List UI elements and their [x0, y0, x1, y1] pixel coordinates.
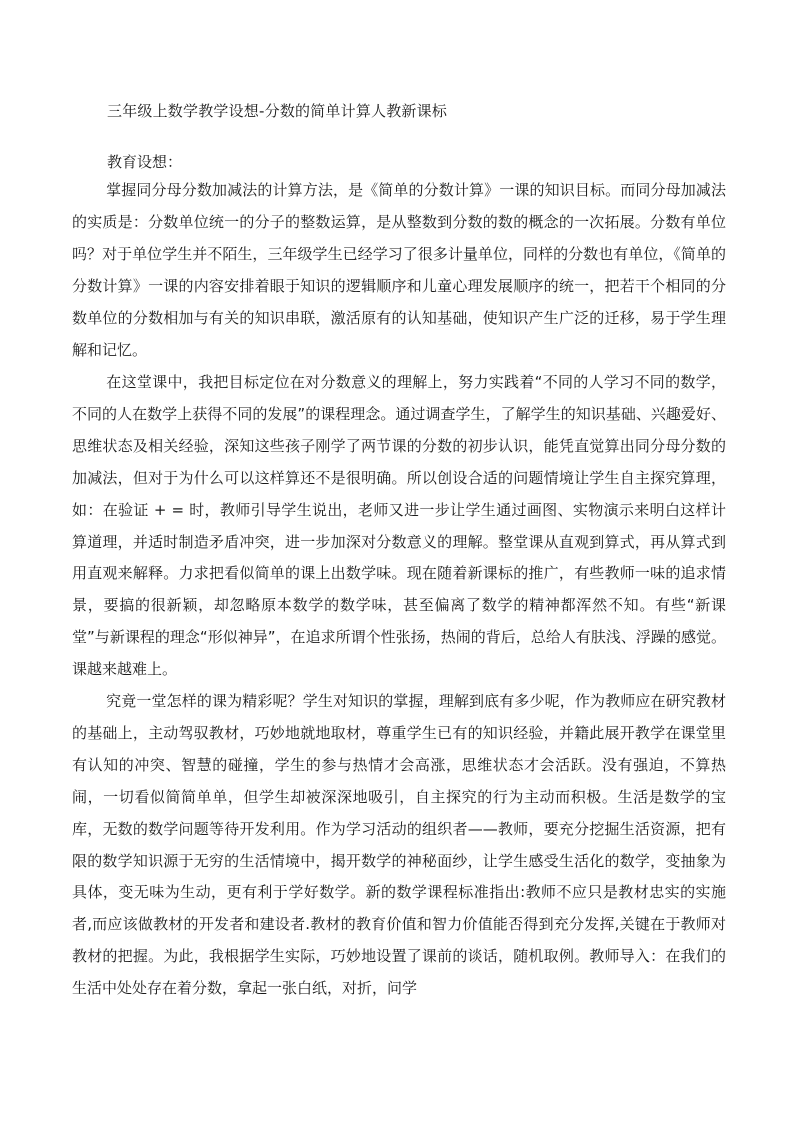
paragraph-3: [72, 686, 726, 1005]
paragraph-2: [72, 367, 726, 686]
document-title: 三年级上数学教学设想-分数的简单计算人教新课标: [107, 102, 448, 120]
paragraph-1: [72, 175, 726, 366]
paragraph-1-text: 掌握同分母分数加减法的计算方法，是《简单的分数计算》一课的知识目标。而同分母加减法的实质是：分数单位统一的分子的整数运算，是从整数到分数的数的概念的一次拓展。分数有单位吗？对于单位学生并不陌生，三年级学生已经学习了很多计量单位，同样的分数也有单位，《简单的分数计算》一课的内容安排着眼于知识的逻辑顺序和儿童心理发展顺序的统一，把若干个相同的分数单位的分数相加与有关的知识串联，激活原有的认知基础，使知识产生广泛的迁移，易于学生理解和记忆。: [72, 181, 726, 359]
section-heading: 教育设想：: [107, 153, 183, 171]
paragraph-3-text: 究竟一堂怎样的课为精彩呢？学生对知识的掌握，理解到底有多少呢，作为教师应在研究教材的基础上，主动驾驭教材，巧妙地就地取材，尊重学生已有的知识经验，并籍此展开教学在课堂里有认知的冲突、智慧的碰撞，学生的参与热情才会高涨，思维状态才会活跃。没有强迫，不算热闹，一切看似简简单单，但学生却被深深地吸引，自主探究的行为主动而积极。生活是数学的宝库，无数的数学问题等待开发利用。作为学习活动的组织者——教师，要充分挖掘生活资源，把有限的数学知识源于无穷的生活情境中，揭开数学的神秘面纱，让学生感受生活化的数学，变抽象为具体，变无味为生动，更有利于学好数学。新的数学课程标准指出:教师不应只是教材忠实的实施者,而应该做教材的开发者和建设者.教材的教育价值和智力价值能否得到充分发挥,关键在于教师对教材的把握。为此，我根据学生实际，巧妙地设置了课前的谈话，随机取例。教师导入：在我们的生活中处处存在着分数，拿起一张白纸，对折，问学: [72, 692, 726, 998]
paragraph-2-text: 在这堂课中，我把目标定位在对分数意义的理解上，努力实践着“不同的人学习不同的数学，不同的人在数学上获得不同的发展”的课程理念。通过调查学生，了解学生的知识基础、兴趣爱好、思维状态及相关经验，深知这些孩子刚学了两节课的分数的初步认识，能凭直觉算出同分母分数的加减法，但对于为什么可以这样算还不是很明确。所以创设合适的问题情境让学生自主探究算理，如：在验证 + = 时，教师引导学生说出，老师又进一步让学生通过画图、实物演示来明白这样计算道理，并适时制造矛盾冲突，进一步加深对分数意义的理解。整堂课从直观到算式，再从算式到用直观来解释。力求把看似简单的课上出数学味。现在随着新课标的推广，有些教师一味的追求情景，要搞的很新颖，却忽略原本数学的数学味，甚至偏离了数学的精神都浑然不知。有些“新课堂”与新课程的理念“形似神异”，在追求所谓个性张扬，热闹的背后，总给人有肤浅、浮躁的感觉。课越来越难上。: [72, 373, 726, 679]
